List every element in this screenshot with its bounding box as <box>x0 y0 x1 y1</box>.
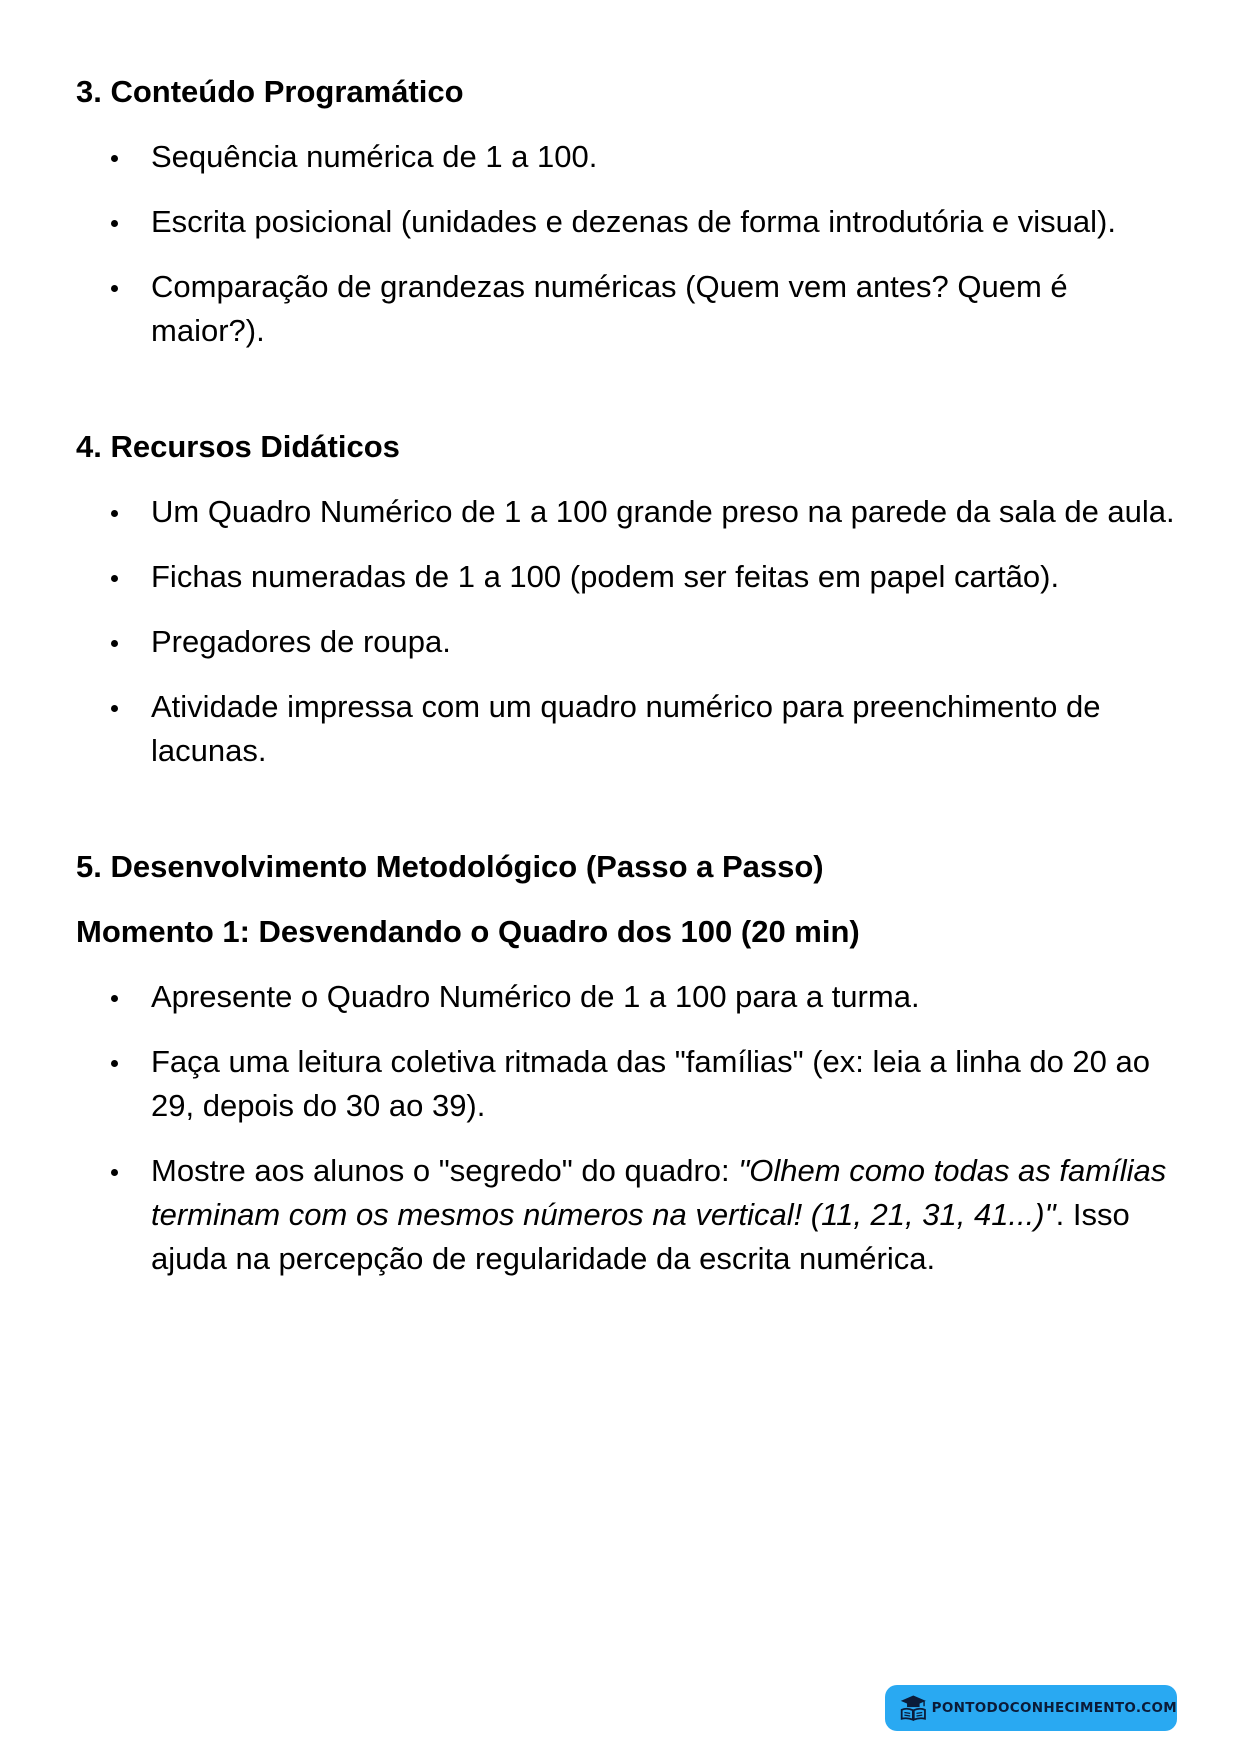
list-item <box>76 685 1176 773</box>
bullet-icon <box>111 705 118 712</box>
list-item <box>76 555 1176 599</box>
bullet-icon <box>111 285 118 292</box>
list-item <box>76 135 1176 179</box>
bullet-icon <box>111 640 118 647</box>
list-item-text: Apresente o Quadro Numérico de 1 a 100 para a turma. <box>151 979 920 1014</box>
list-item-text <box>151 1153 1166 1276</box>
list-item <box>76 1040 1176 1128</box>
bullet-icon <box>111 995 118 1002</box>
list-item-text: Comparação de grandezas numéricas (Quem vem antes? Quem é maior?). <box>151 269 1068 348</box>
moment-1-heading: Momento 1: Desvendando o Quadro dos 100 (20 min) <box>76 914 860 949</box>
list-item-text: Pregadores de roupa. <box>151 624 451 659</box>
site-logo-badge[interactable] <box>885 1685 1177 1731</box>
list-item <box>76 975 1176 1019</box>
list-item-text: Atividade impressa com um quadro numérico para preenchimento de lacunas. <box>151 689 1101 768</box>
bullet-icon <box>111 510 118 517</box>
section-3-heading: 3. Conteúdo Programático <box>76 74 464 109</box>
bullet-icon <box>111 220 118 227</box>
bullet-icon <box>111 1060 118 1067</box>
bullet-icon <box>111 575 118 582</box>
site-logo-text: PONTODOCONHECIMENTO.COM <box>931 1700 1177 1716</box>
list-item <box>76 620 1176 664</box>
list-item-text-tail: . Isso ajuda na percepção de regularidade da escrita numérica. <box>151 1197 1130 1276</box>
list-item-text: Um Quadro Numérico de 1 a 100 grande preso na parede da sala de aula. <box>151 494 1175 529</box>
bullet-icon <box>111 155 118 162</box>
list-item <box>76 1149 1176 1281</box>
list-item-text: Faça uma leitura coletiva ritmada das "famílias" (ex: leia a linha do 20 ao 29, depois do 30 ao 39). <box>151 1044 1151 1123</box>
list-item-text: Sequência numérica de 1 a 100. <box>151 139 598 174</box>
list-item <box>76 200 1176 244</box>
list-item <box>76 490 1176 534</box>
list-item-text: Fichas numeradas de 1 a 100 (podem ser feitas em papel cartão). <box>151 559 1060 594</box>
list-item <box>76 265 1176 353</box>
section-5-list <box>76 975 1176 1281</box>
bullet-icon <box>111 1169 118 1176</box>
quote-text: "Olhem como todas as famílias terminam com os mesmos números na vertical! (11, 21, 31, 41...)" <box>151 1153 1167 1232</box>
section-3-list <box>76 135 1176 353</box>
section-4-list <box>76 490 1176 773</box>
list-item-text: Escrita posicional (unidades e dezenas de forma introdutória e visual). <box>151 204 1116 239</box>
section-4-heading: 4. Recursos Didáticos <box>76 429 400 464</box>
list-item-text-lead: Mostre aos alunos o "segredo" do quadro: <box>151 1153 739 1188</box>
graduation-book-icon <box>899 1693 928 1723</box>
section-5-heading: 5. Desenvolvimento Metodológico (Passo a Passo) <box>76 849 824 884</box>
document-page <box>76 70 1176 1302</box>
